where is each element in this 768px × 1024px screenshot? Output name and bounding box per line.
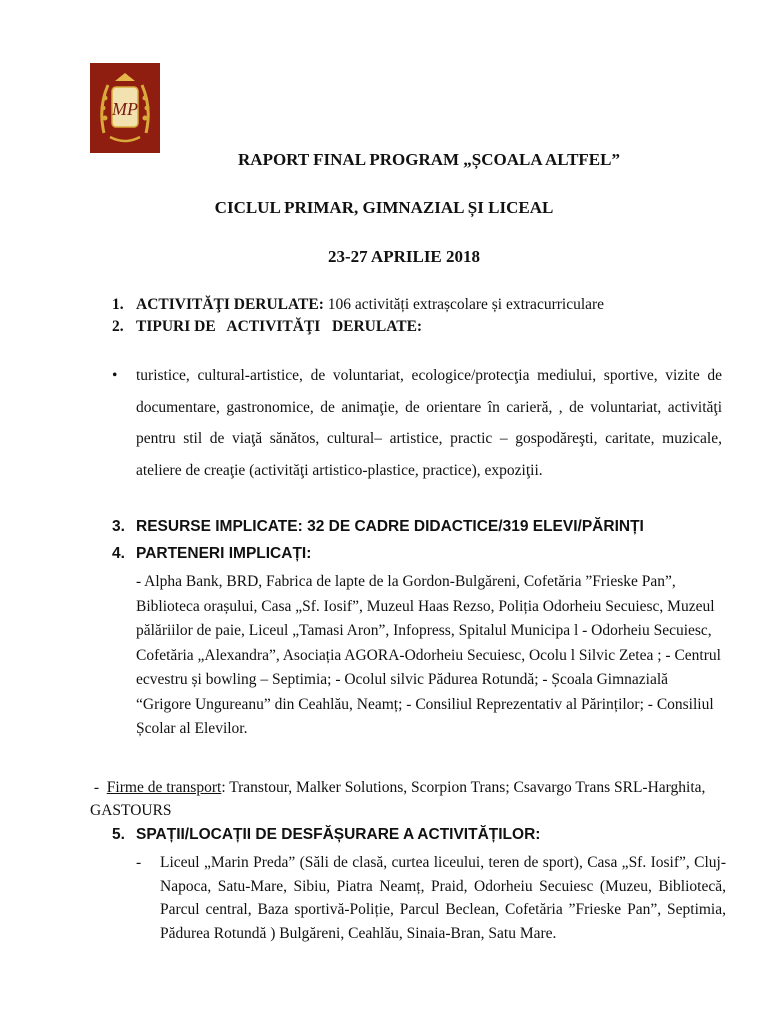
- section-2-label: TIPURI DE ACTIVITĂŢI DERULATE:: [136, 318, 423, 335]
- section-1-text: 106 activități extrașcolare și extracurriculare: [323, 296, 605, 313]
- locations-list: [136, 851, 726, 945]
- section-1-label: ACTIVITĂŢI DERULATE:: [136, 296, 324, 313]
- activity-types-text: turistice, cultural-artistice, de voluntariat, ecologice/protecţia mediului, sportive, vizite de documentare, gastronomice, de animaţie, de orientare în carieră, , de voluntariat, activităţi pentru stil de viaţă sănătos, cultural– artistice, practic – gospodăreşti, caritate, muzicale, ateliere de creaţie (activităţi artistico-plastice, practice), expoziţii.: [136, 367, 722, 479]
- locations-text: Liceul „Marin Preda” (Săli de clasă, curtea liceului, teren de sport), Casa „Sf. Iosif”, Cluj-Napoca, Satu-Mare, Sibiu, Piatra Neamț, Praid, Odorheiu Secuiesc (Muzeu, Bibliotecă, Parcul central, Baza sportivă-Poliție, Parcul Beclean, Cofetăria ”Frieske Pan”, Septimia, Pădurea Rotundă ) Bulgăreni, Ceahlău, Sinaia-Bran, Satu Mare.: [160, 854, 726, 942]
- section-2: [112, 318, 422, 336]
- section-5: [112, 826, 540, 844]
- transport-prefix: -: [90, 779, 107, 796]
- page-subtitle: CICLUL PRIMAR, GIMNAZIAL ȘI LICEAL: [214, 198, 554, 217]
- activity-types-list: [112, 360, 722, 486]
- section-2-number: 2.: [112, 318, 124, 335]
- section-1: [112, 296, 604, 314]
- partners-text: - Alpha Bank, BRD, Fabrica de lapte de la Gordon-Bulgăreni, Cofetăria ”Frieske Pan”, Biblioteca orașului, Casa „Sf. Iosif”, Muzeul Haas Rezso, Poliția Odorheiu Secuiesc, Muzeul pălăriilor de paie, Liceul „Tamasi Aron”, Infopress, Spitalul Municipa l - Odorheiu Secuiesc, Cofetăria „Alexandra”, Asociația AGORA-Odorheiu Secuiesc, Ocolu l Silvic Zetea ; - Centrul ecvestru și bowling – Septimia; - Ocolul silvic Pădurea Rotundă; - Școala Gimnazială “Grigore Ungureanu” din Ceahlău, Neamț; - Consiliul Reprezentativ al Părinților; - Consiliul Școlar al Elevilor.: [136, 573, 721, 737]
- school-crest-icon: [90, 63, 160, 153]
- section-3-number: 3.: [112, 518, 125, 535]
- section-4-number: 4.: [112, 545, 125, 562]
- dash-marker: -: [136, 854, 142, 871]
- section-4: [112, 545, 311, 563]
- section-3: [112, 518, 644, 536]
- page-title: RAPORT FINAL PROGRAM „ȘCOALA ALTFEL”: [238, 150, 620, 169]
- report-date: 23-27 APRILIE 2018: [327, 247, 481, 266]
- bullet-marker: •: [112, 367, 118, 384]
- transport-companies: [90, 776, 726, 822]
- section-5-label: SPAȚII/LOCAȚII DE DESFĂȘURARE A ACTIVITĂȚILOR:: [136, 826, 541, 843]
- section-1-number: 1.: [112, 296, 124, 313]
- section-3-label: RESURSE IMPLICATE: 32 DE CADRE DIDACTICE/319 ELEVI/PĂRINȚI: [136, 518, 644, 535]
- school-logo: [90, 63, 160, 153]
- transport-label: Firme de transport: [106, 779, 222, 796]
- logo-letters: MP: [112, 99, 138, 119]
- section-5-number: 5.: [112, 826, 125, 843]
- transport-text: : Transtour, Malker Solutions, Scorpion Trans; Csavargo Trans SRL-Harghita, GASTOURS: [90, 779, 706, 819]
- section-4-label: PARTENERI IMPLICAȚI:: [136, 545, 312, 562]
